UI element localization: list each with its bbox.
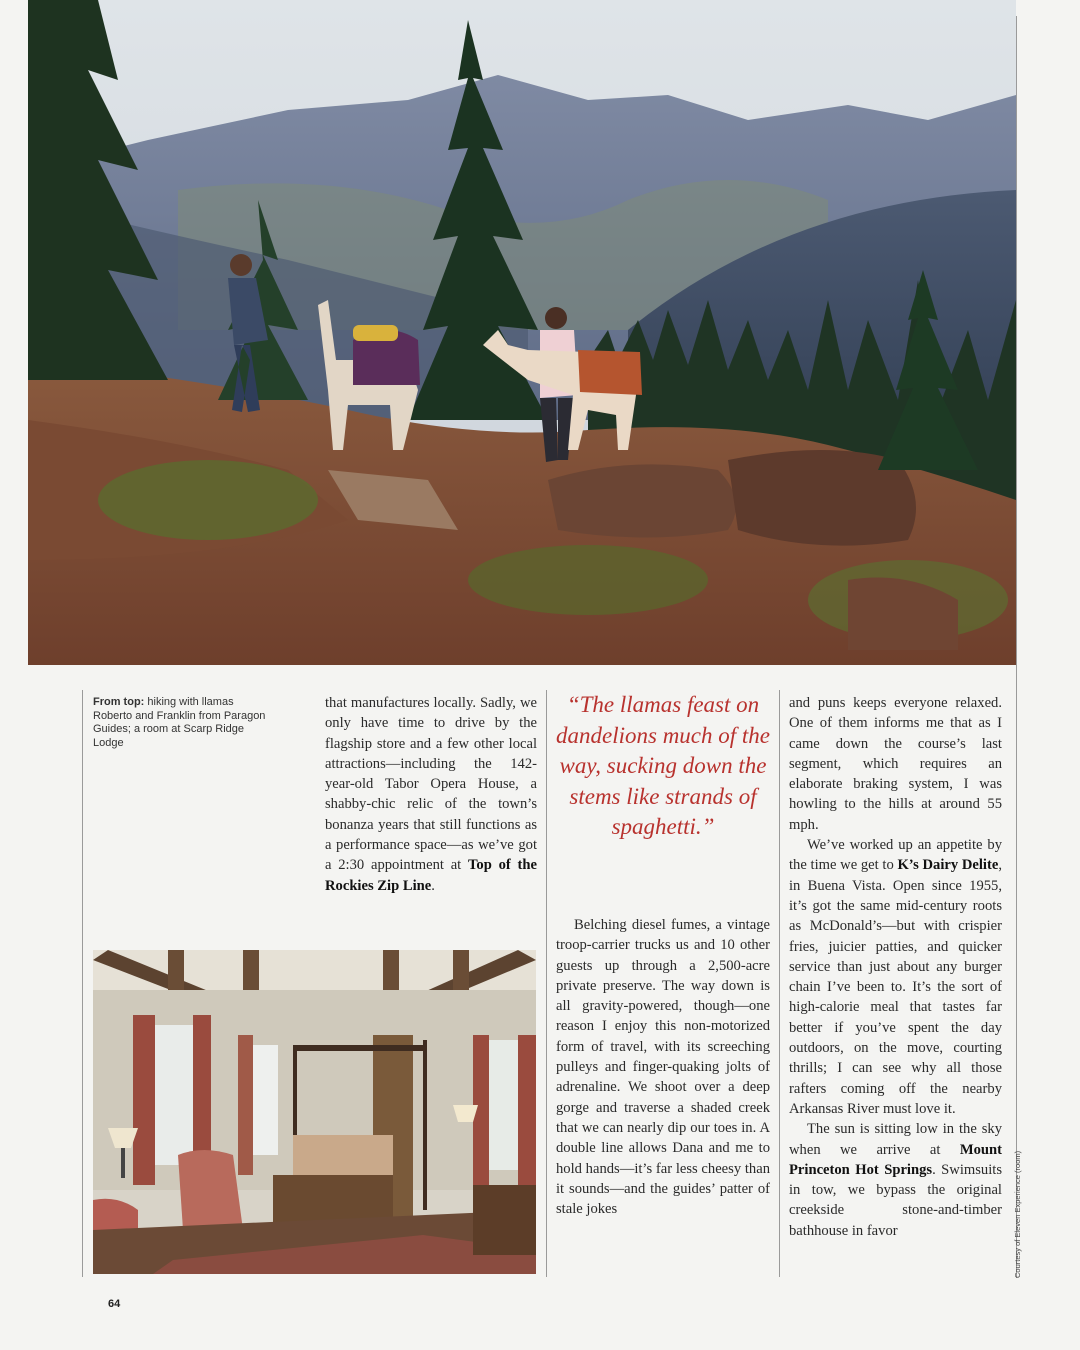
page-number: 64 (108, 1298, 121, 1310)
column1-text-a: that manufactures locally. Sadly, we only have time to drive by the flagship store and a few other local attractions—including the 142-year-old Tabor Opera House, a shabby-chic relic of the town’s bonanza years that still functions as a performance space—as we’ve got a 2:30 appointment at (325, 695, 537, 874)
column3-paragraph-3 (789, 1119, 1002, 1241)
venue-top-of-the-rockies: Top of the Rockies Zip Line (325, 857, 537, 894)
column3-paragraph-1: and puns keeps everyone relaxed. One of them informs me that as I came down the course’s last segment, which requires an elaborate braking system, I was howling to the hills at around 55 mph. (789, 695, 1002, 833)
caption-lead: From top: (93, 696, 145, 708)
venue-ks-dairy-delite: K’s Dairy Delite (897, 857, 999, 874)
room-photo-scarp-ridge (93, 950, 536, 1274)
column1-text-b: . (431, 877, 435, 894)
column3-p3-text-a: The sun is sitting low in the sky when we arrive at (789, 1121, 1002, 1158)
page-edge-rule (1016, 16, 1017, 1278)
column3-p2-text-a: We’ve worked up an appetite by the time we get to (789, 837, 1002, 874)
column3-p2-text-b: , in Buena Vista. Open since 1955, it’s got the same mid-century roots as McDonald’s—but with crispier fries, juicier patties, and quicker service than just about any burger chain I’ve been to. It’s the sort of high-calorie meal that tastes far better if you’ve spent the day outdoors, on the move, courting thrills; I can see why all those rafters coming off the nearby Arkansas River must love it. (789, 857, 1002, 1117)
hero-photo-illustration (28, 0, 1016, 665)
column-rule-2 (546, 690, 547, 1277)
column-rule-1 (82, 690, 83, 1277)
body-column-1 (325, 693, 537, 896)
column3-p3-text-b: . Swimsuits in tow, we bypass the original creekside stone-and-timber bathhouse in favor (789, 1161, 1003, 1239)
hero-photo-llama-hike (28, 0, 1016, 665)
pull-quote: “The llamas feast on dandelions much of the way, sucking down the stems like strands of spaghetti.” (556, 692, 770, 839)
column2-paragraph: Belching diesel fumes, a vintage troop-carrier trucks us and 10 other guests up through a 2,500-acre private preserve. The way down is all gravity-powered, though—one reason I enjoy this non-motorized form of travel, with its screeching pulleys and finger-quaking jolts of adrenaline. We shoot over a deep gorge and traverse a shaded creek that we can nearly dip our toes in. A double line allows Dana and me to hold hands—it’s far less cheesy than it sounds—and the guides’ patter of stale jokes (556, 917, 770, 1218)
body-column-2 (556, 915, 770, 1219)
column3-paragraph-2 (789, 835, 1002, 1119)
venue-mount-princeton: Mount Princeton Hot Springs (789, 1141, 1002, 1178)
photo-credit: Courtesy of Eleven Experience (room) (1013, 1150, 1022, 1278)
column-rule-3 (779, 690, 780, 1277)
room-photo-illustration (93, 950, 536, 1274)
photo-caption (93, 696, 268, 750)
column1-paragraph (325, 693, 537, 896)
body-column-3 (789, 693, 1002, 1241)
caption-text: hiking with llamas Roberto and Franklin from Paragon Guides; a room at Scarp Ridge Lodge (93, 696, 266, 749)
